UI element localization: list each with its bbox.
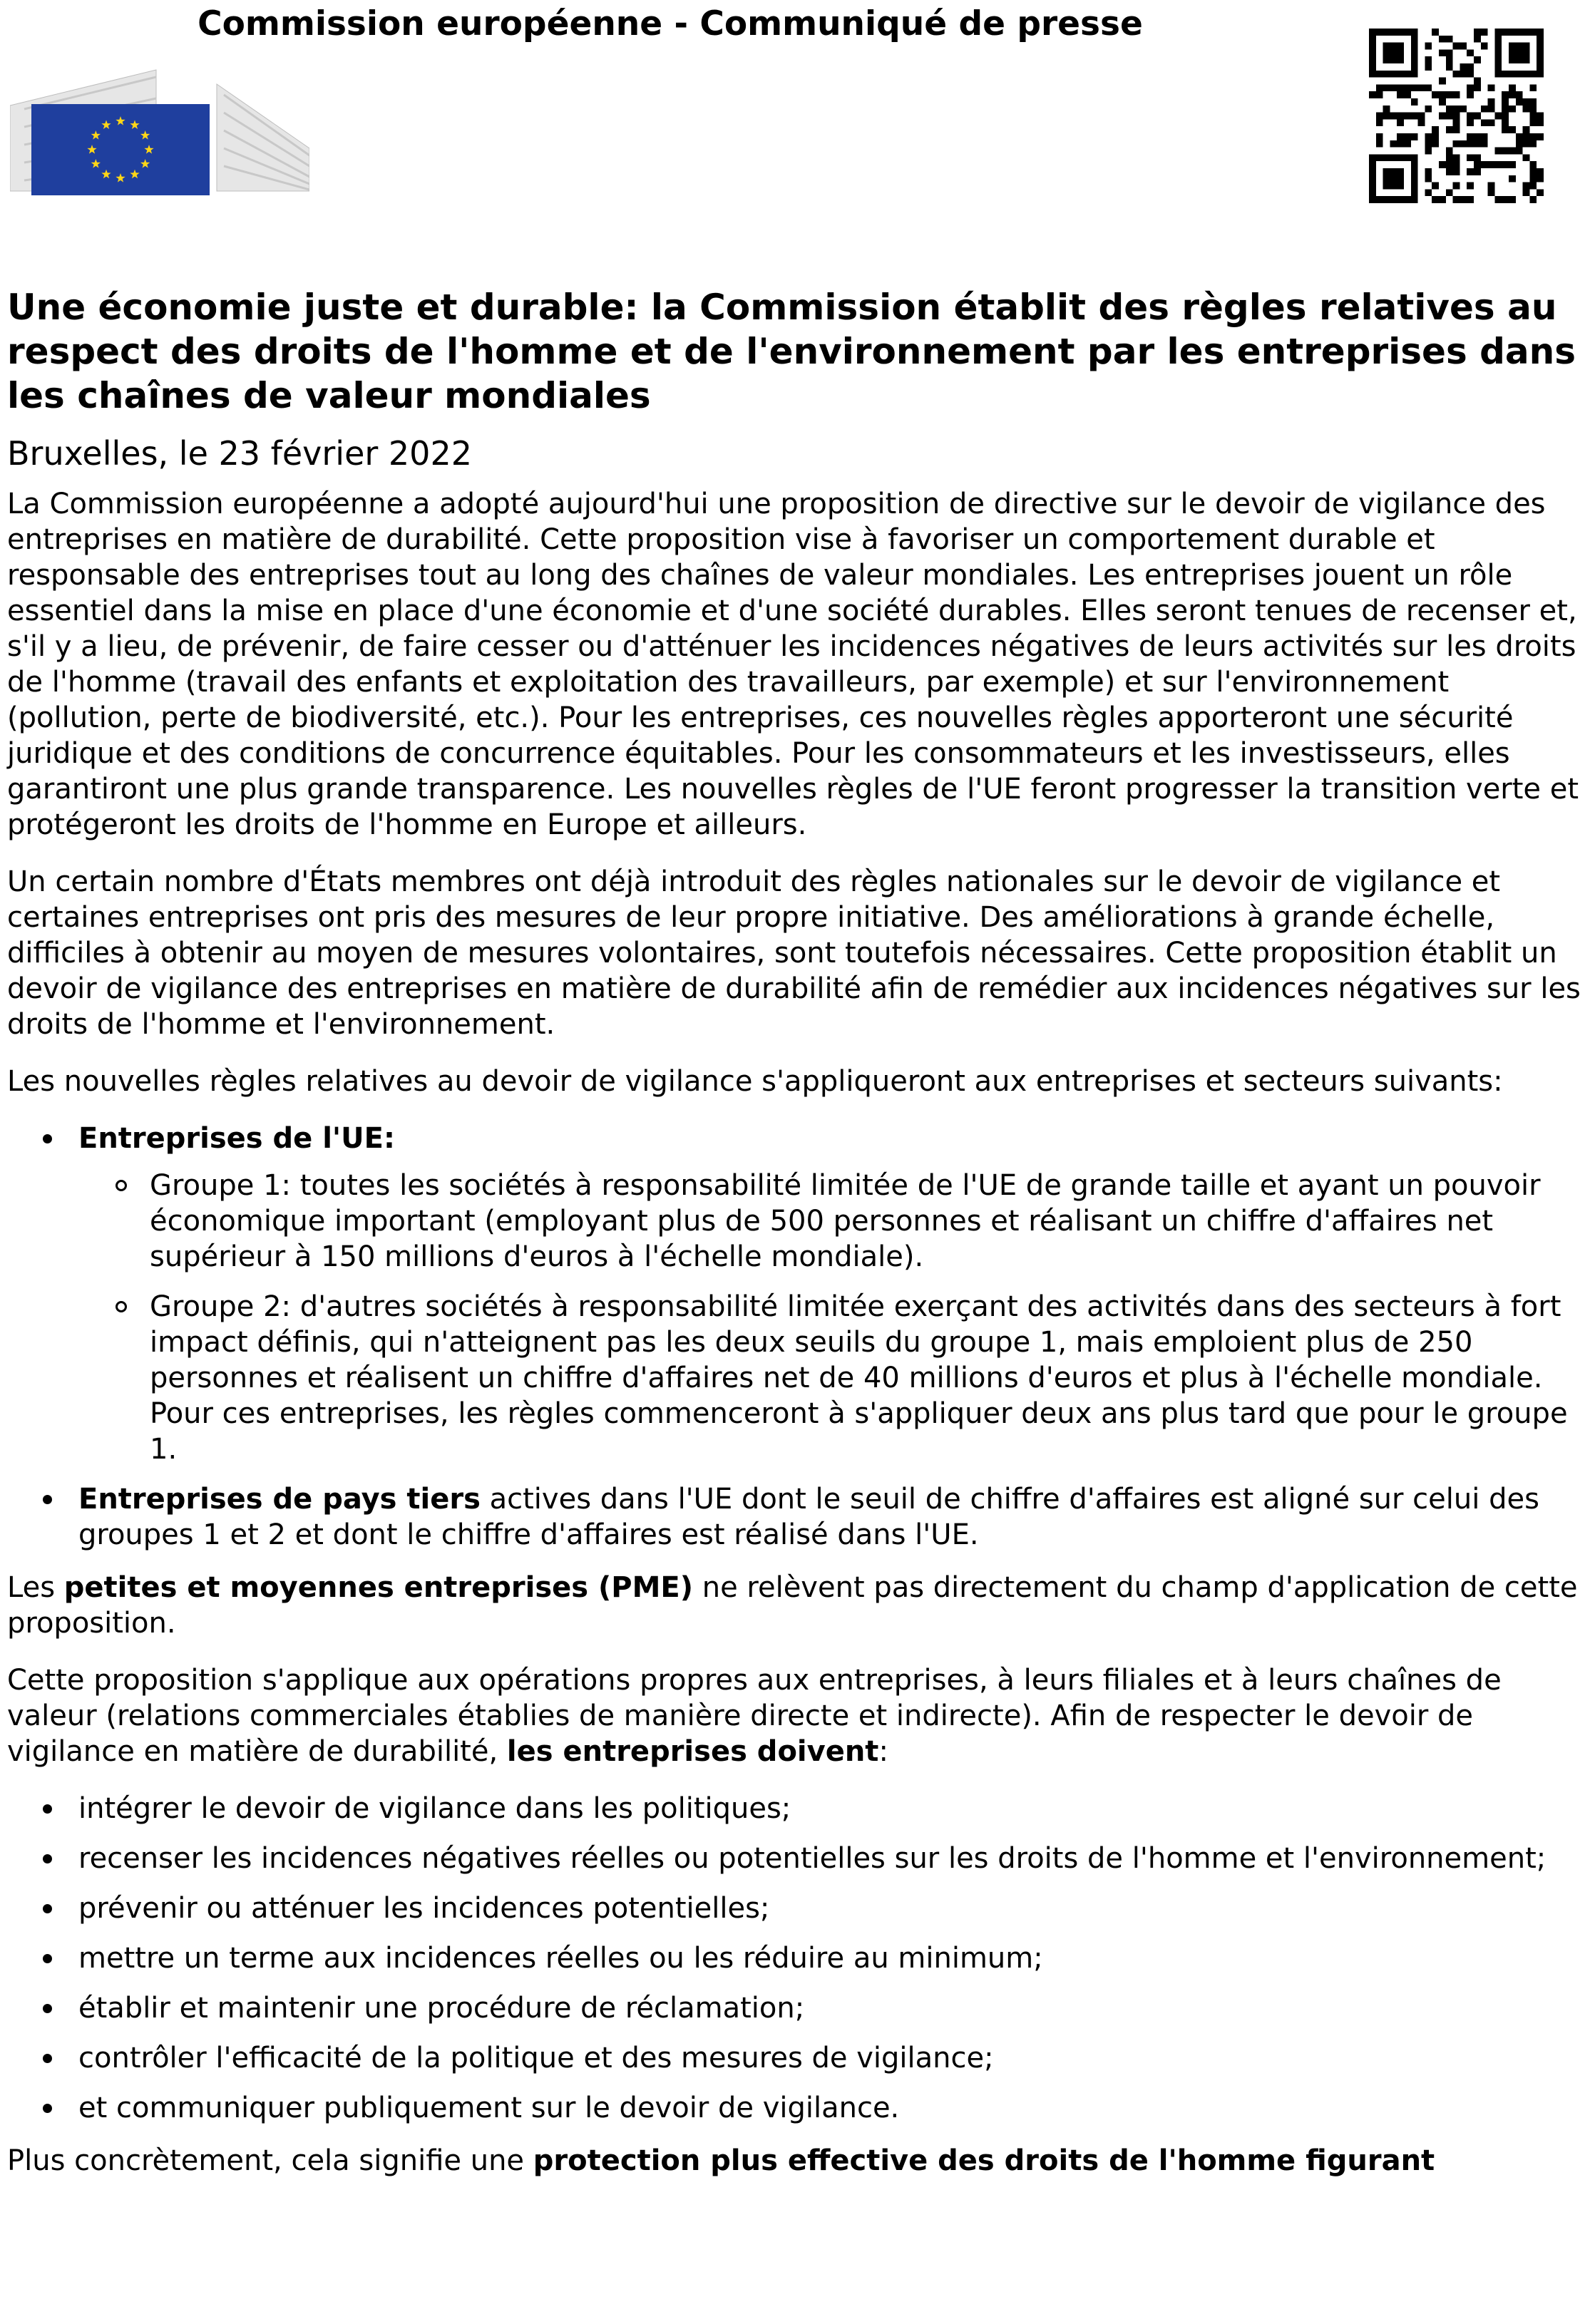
list-item: mettre un terme aux incidences réelles ou les réduire au minimum; [7,1940,1583,1976]
concretely-bold: protection plus effective des droits de l'homme figurant [533,2144,1435,2177]
obligations-pre: Cette proposition s'applique aux opérations propres aux entreprises, à leurs filiales et à leurs chaînes de valeur (relations commerciales établies de manière directe et indirecte). Afin de respecter le devoir de vigilance en matière de durabilité, [7,1664,1502,1768]
qr-code-icon [1369,29,1544,203]
sme-pre: Les [7,1571,64,1604]
scope-eu-label: Entreprises de l'UE: [78,1122,395,1155]
list-item: établir et maintenir une procédure de réclamation; [7,1990,1583,2026]
dateline: Bruxelles, le 23 février 2022 [7,434,472,473]
list-item: prévenir ou atténuer les incidences potentielles; [7,1891,1583,1926]
paragraph-sme [7,1570,1583,1641]
paragraph-member-states: Un certain nombre d'États membres ont déjà introduit des règles nationales sur le devoir de vigilance et certaines entreprises ont pris des mesures de leur propre initiative. Des améliorations à grande échelle, difficiles à obtenir au moyen de mesures volontaires, sont toutefois nécessaires. Cette proposition établit un devoir de vigilance des entreprises en matière de durabilité afin de remédier aux incidences négatives sur les droits de l'homme et l'environnement. [7,865,1581,1041]
eu-commission-logo-icon [10,41,309,195]
eu-groups-list [78,1168,1583,1467]
concretely-pre: Plus concrètement, cela signifie une [7,2144,533,2177]
list-item: contrôler l'efficacité de la politique et des mesures de vigilance; [7,2040,1583,2076]
paragraph-concretely [7,2143,1583,2179]
headline: Une économie juste et durable: la Commission établit des règles relatives au respect des droits de l'homme et de l'environnement par les entreprises dans les chaînes de valeur mondiales [7,287,1576,416]
paragraph-scope-intro: Les nouvelles règles relatives au devoir de vigilance s'appliqueront aux entreprises et secteurs suivants: [7,1065,1503,1098]
paragraph-obligations-intro [7,1662,1583,1769]
scope-group-1: Groupe 1: toutes les sociétés à responsabilité limitée de l'UE de grande taille et ayant un pouvoir économique important (employant plus de 500 personnes et réalisant un chiffre d'affaires net supérieur à 150 millions d'euros à l'échelle mondiale). [78,1168,1583,1275]
scope-item-eu [7,1121,1583,1467]
list-item: recenser les incidences négatives réelles ou potentielles sur les droits de l'homme et l'environnement; [7,1841,1583,1876]
sme-bold: petites et moyennes entreprises (PME) [63,1571,694,1604]
scope-third-text: actives dans l'UE dont le seuil de chiffre d'affaires est aligné sur celui des groupes 1 et 2 et dont le chiffre d'affaires est réalisé dans l'UE. [78,1483,1539,1551]
scope-item-third-countries [7,1481,1583,1553]
scope-group-2: Groupe 2: d'autres sociétés à responsabilité limitée exerçant des activités dans des secteurs à fort impact définis, qui n'atteignent pas les deux seuils du groupe 1, mais emploient plus de 250 personnes et réalisent un chiffre d'affaires net de 40 millions d'euros et plus à l'échelle mondiale. Pour ces entreprises, les règles commenceront à s'appliquer deux ans plus tard que pour le groupe 1. [78,1289,1583,1467]
obligations-list [7,1791,1583,2126]
header-title: Commission européenne - Communiqué de presse [198,4,1143,43]
obligations-post: : [878,1735,888,1768]
scope-list [7,1121,1583,1553]
article-body [7,285,1583,2200]
scope-third-label: Entreprises de pays tiers [78,1483,481,1516]
list-item: intégrer le devoir de vigilance dans les politiques; [7,1791,1583,1826]
sme-post: ne relèvent pas directement du champ d'application de cette proposition. [7,1571,1578,1640]
list-item: et communiquer publiquement sur le devoir de vigilance. [7,2090,1583,2126]
paragraph-intro: La Commission européenne a adopté aujourd'hui une proposition de directive sur le devoir de vigilance des entreprises en matière de durabilité. Cette proposition vise à favoriser un comportement durable et responsable des entreprises tout au long des chaînes de valeur mondiales. Les entreprises jouent un rôle essentiel dans la mise en place d'une économie et d'une société durables. Elles seront tenues de recenser et, s'il y a lieu, de prévenir, de faire cesser ou d'atténuer les incidences négatives de leurs activités sur les droits de l'homme (travail des enfants et exploitation des travailleurs, par exemple) et sur l'environnement (pollution, perte de biodiversité, etc.). Pour les entreprises, ces nouvelles règles apporteront une sécurité juridique et des conditions de concurrence équitables. Pour les consommateurs et les investisseurs, elles garantiront une plus grande transparence. Les nouvelles règles de l'UE feront progresser la transition verte et protégeront les droits de l'homme en Europe et ailleurs. [7,488,1579,841]
obligations-bold: les entreprises doivent [506,1735,879,1768]
